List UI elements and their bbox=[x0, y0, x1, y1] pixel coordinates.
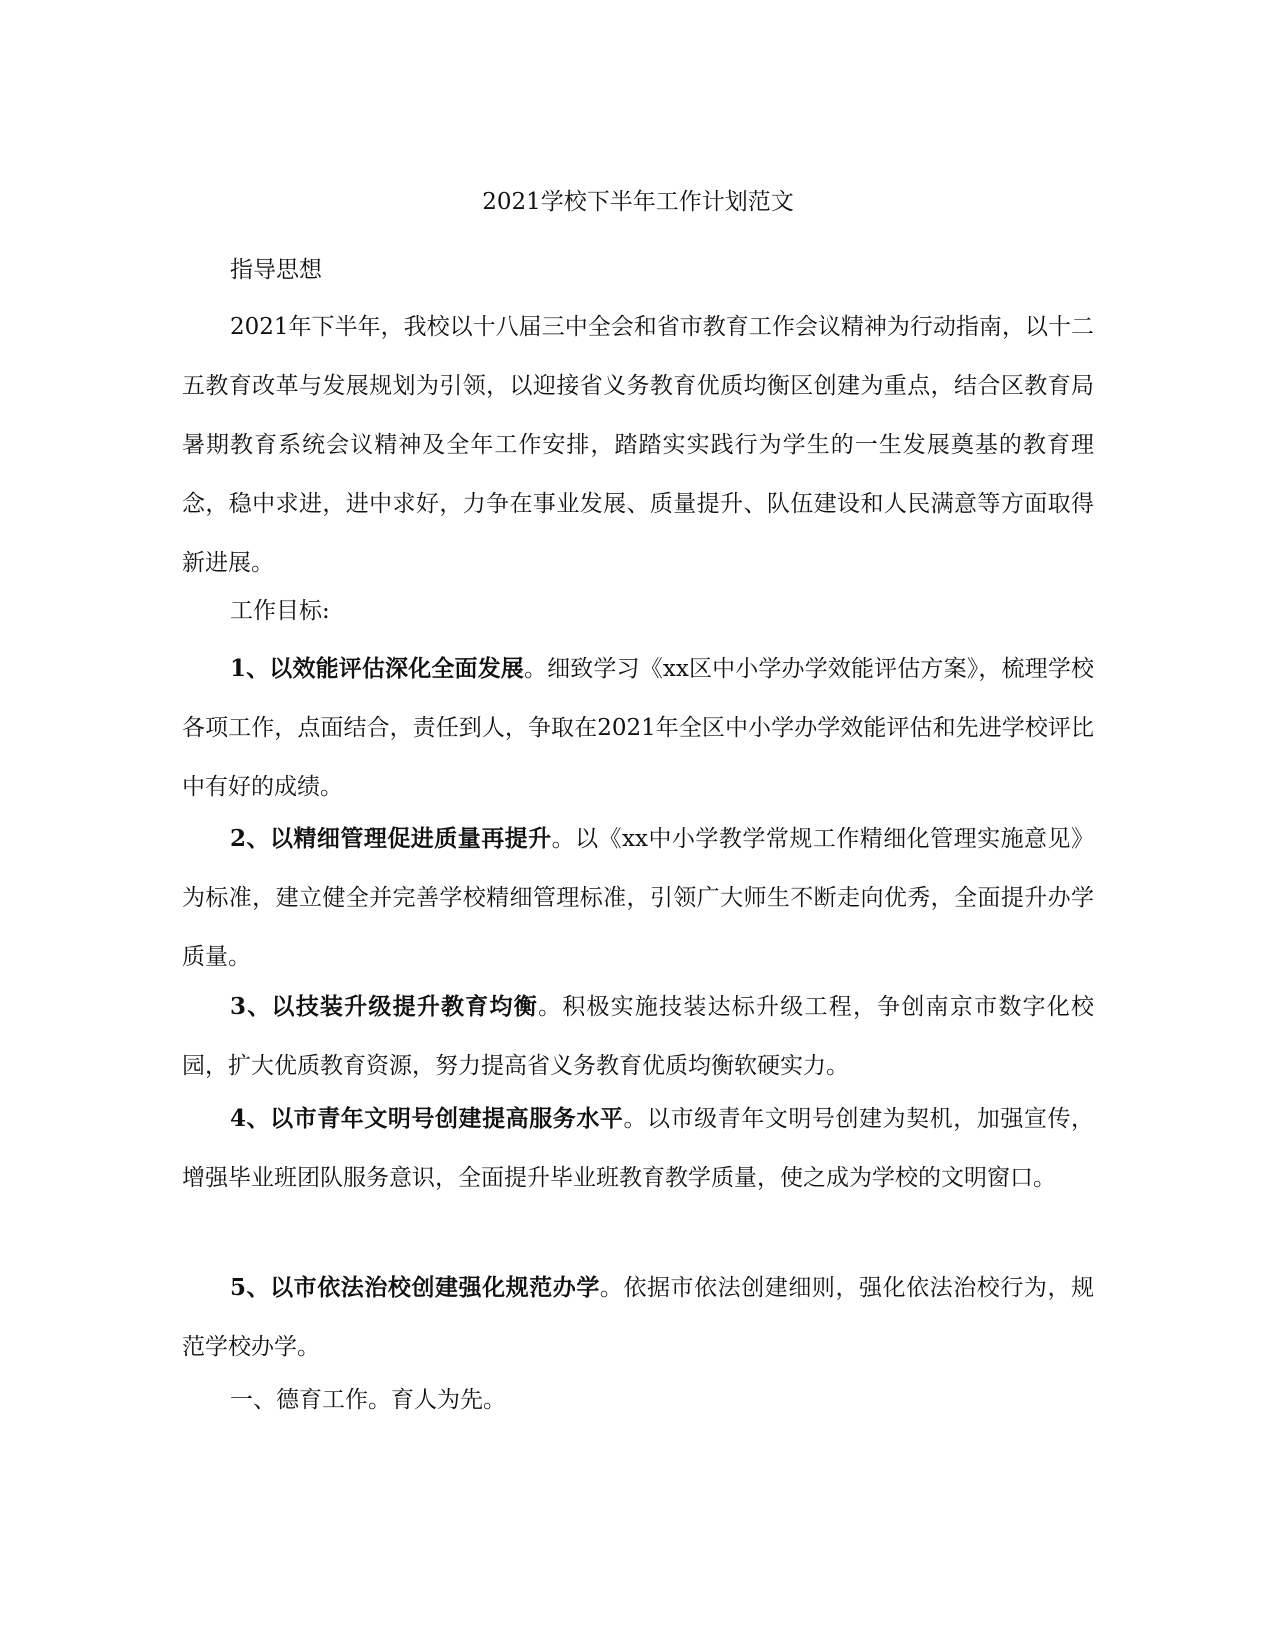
goal-lead-1: 1、以效能评估深化全面发展 bbox=[230, 655, 524, 682]
goal-lead-5: 5、以市依法治校创建强化规范办学 bbox=[230, 1274, 600, 1301]
goal-text-1: 。细致学习《xx区中小学办学效能评估方案》，梳理学校各项工作，点面结合，责任到人，争取在2021年全区中小学办学效能评估和先进学校评比中有好的成绩。 bbox=[182, 656, 1094, 800]
goal-text-5: 。依据市依法创建细则，强化依法治校行为，规范学校办学。 bbox=[182, 1275, 1094, 1360]
document-title: 2021学校下半年工作计划范文 bbox=[482, 189, 794, 215]
goal-lead-2: 2、以精细管理促进质量再提升 bbox=[230, 825, 552, 852]
goal-lead-4: 4、以市青年文明号创建提高服务水平 bbox=[230, 1105, 624, 1132]
goal-text-3: 。积极实施技装达标升级工程，争创南京市数字化校园，扩大优质教育资源，努力提高省义务教育优质均衡软硬实力。 bbox=[182, 994, 1095, 1079]
paragraph-guiding-ideology: 2021年下半年，我校以十八届三中全会和省市教育工作会议精神为行动指南，以十二五教育改革与发展规划为引领，以迎接省义务教育优质均衡区创建为重点，结合区教育局暑期教育系统会议精神及全年工作安排，踏踏实实践行为学生的一生发展奠基的教育理念，稳中求进，进中求好，力争在事业发展、质量提升、队伍建设和人民满意等方面取得新进展。 bbox=[182, 314, 1094, 576]
goal-lead-3: 3、以技装升级提升教育均衡 bbox=[230, 993, 538, 1020]
goal-text-2: 。以《xx中小学教学常规工作精细化管理实施意见》为标准，建立健全并完善学校精细管理标准，引领广大师生不断走向优秀，全面提升办学质量。 bbox=[182, 826, 1094, 970]
goal-paragraph-3 bbox=[182, 977, 1094, 1096]
heading-guiding-ideology: 指导思想 bbox=[230, 257, 322, 283]
goal-paragraph-4 bbox=[182, 1089, 1094, 1208]
goal-paragraph-5 bbox=[182, 1258, 1094, 1377]
heading-moral-education: 一、德育工作。育人为先。 bbox=[230, 1387, 506, 1413]
goal-text-4: 。以市级青年文明号创建为契机，加强宣传，增强毕业班团队服务意识，全面提升毕业班教育教学质量，使之成为学校的文明窗口。 bbox=[182, 1106, 1095, 1191]
goal-paragraph-1 bbox=[182, 639, 1094, 817]
document-page bbox=[182, 0, 1094, 1650]
goal-paragraph-2 bbox=[182, 809, 1094, 987]
heading-work-goals: 工作目标: bbox=[230, 598, 330, 624]
